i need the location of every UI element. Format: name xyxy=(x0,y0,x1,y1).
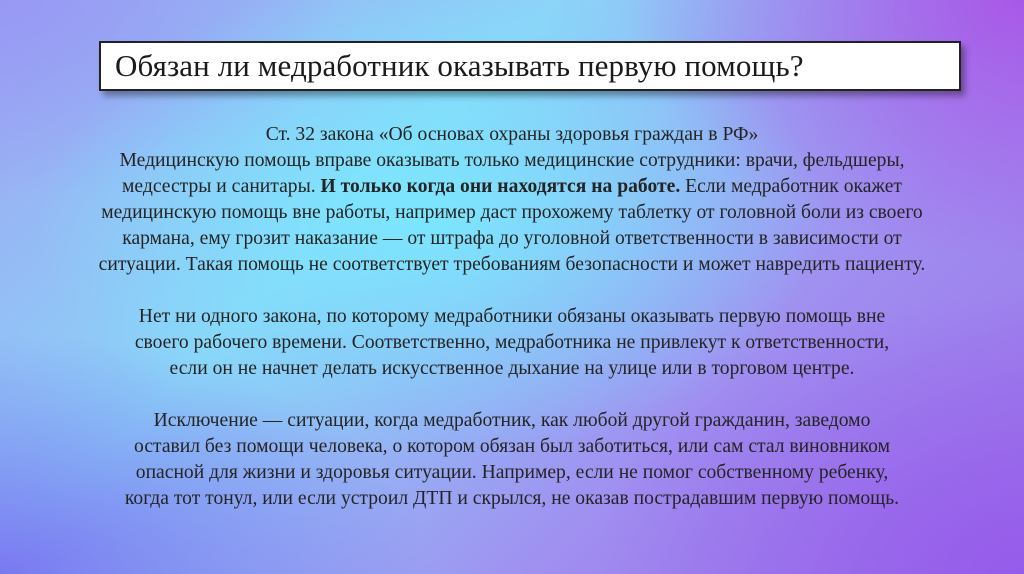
slide-title: Обязан ли медработник оказывать первую помощь? xyxy=(115,48,804,83)
text-line: кармана, ему грозит наказание — от штрафа до уголовной ответственности в зависимости от xyxy=(122,228,902,249)
text-fragment: медсестры и санитары. xyxy=(122,176,321,197)
law-reference: Ст. 32 закона «Об основах охраны здоровья граждан в РФ» xyxy=(265,124,759,145)
slide-body xyxy=(26,122,998,512)
text-line: Нет ни одного закона, по которому медработники обязаны оказывать первую помощь вне xyxy=(138,306,886,327)
paragraph-no-law xyxy=(26,304,998,382)
text-line: опасной для жизни и здоровья ситуации. Например, если не помог собственному ребенку, xyxy=(135,462,889,483)
bold-emphasis: И только когда они находятся на работе. xyxy=(320,176,681,197)
paragraph-law xyxy=(26,122,998,278)
text-fragment: Если медработник окажет xyxy=(680,176,902,197)
text-line xyxy=(26,174,998,200)
text-line: Медицинскую помощь вправе оказывать только медицинские сотрудники: врачи, фельдшеры, xyxy=(119,150,905,171)
text-line: своего рабочего времени. Соответственно, медработника не привлекут к ответственности, xyxy=(134,332,890,353)
title-box xyxy=(99,41,961,91)
text-line: когда тот тонул, или если устроил ДТП и скрылся, не оказав пострадавшим первую помощь. xyxy=(124,488,900,509)
paragraph-exception xyxy=(26,408,998,512)
text-line: ситуации. Такая помощь не соответствует требованиям безопасности и может навредить пациенту. xyxy=(98,254,926,275)
text-line: если он не начнет делать искусственное дыхание на улице или в торговом центре. xyxy=(169,358,855,379)
text-line: Исключение — ситуации, когда медработник, как любой другой гражданин, заведомо xyxy=(153,410,871,431)
text-line: медицинскую помощь вне работы, например даст прохожему таблетку от головной боли из своего xyxy=(101,202,923,223)
text-line: оставил без помощи человека, о котором обязан был заботиться, или сам стал виновником xyxy=(134,436,890,457)
